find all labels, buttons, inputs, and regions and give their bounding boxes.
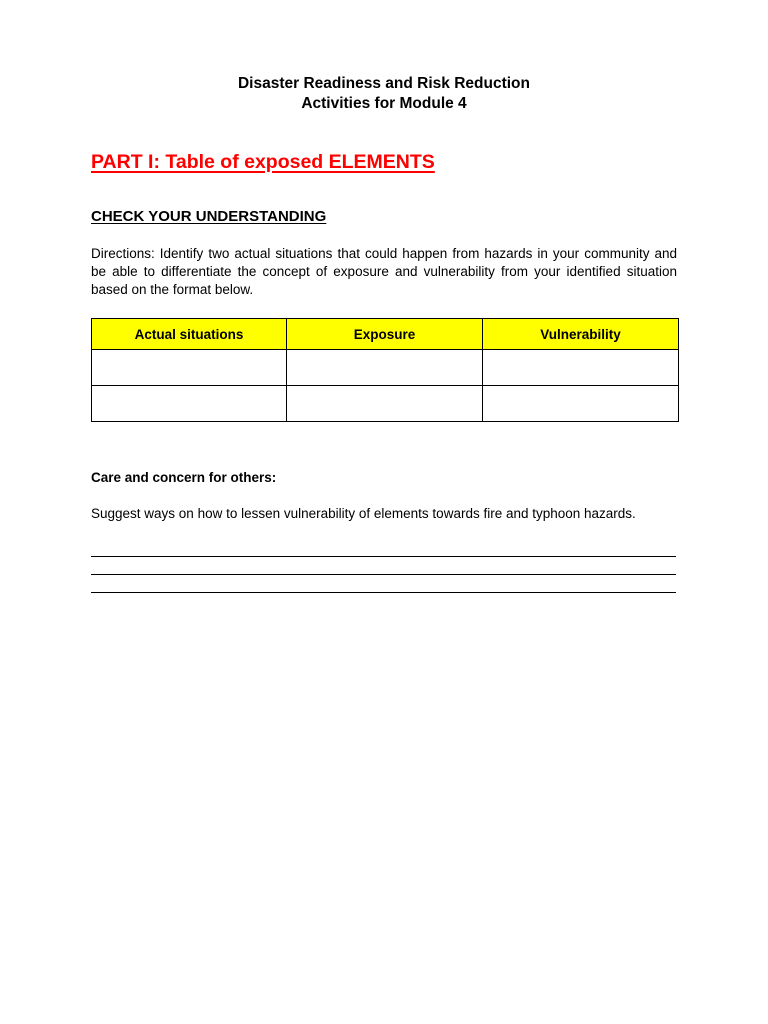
title-line-module: Activities for Module 4 [301, 95, 467, 112]
care-heading: Care and concern for others: [91, 470, 277, 485]
title-line-course: Disaster Readiness and Risk Reduction [237, 75, 530, 92]
table-cell [92, 350, 287, 386]
table-cell [287, 386, 483, 422]
table-cell [92, 386, 287, 422]
table-cell [483, 386, 679, 422]
answer-line [91, 592, 676, 593]
column-header-exposure: Exposure [287, 319, 483, 350]
table-row [92, 350, 679, 386]
situations-table [91, 318, 679, 422]
column-header-vulnerability: Vulnerability [483, 319, 679, 350]
section-heading: CHECK YOUR UNDERSTANDING [91, 208, 327, 225]
directions-paragraph: Directions: Identify two actual situations that could happen from hazards in your community and be able to differentiate the concept of exposure and vulnerability from your identified situation based on the format below. [91, 246, 677, 297]
suggest-prompt: Suggest ways on how to lessen vulnerability of elements towards fire and typhoon hazards. [91, 506, 636, 521]
answer-line [91, 574, 676, 575]
part-heading: PART I: Table of exposed ELEMENTS [91, 151, 435, 173]
answer-line [91, 556, 676, 557]
table-row [92, 386, 679, 422]
table-cell [483, 350, 679, 386]
column-header-actual-situations: Actual situations [92, 319, 287, 350]
table-cell [287, 350, 483, 386]
table-header-row [92, 319, 679, 350]
document-title [0, 74, 768, 114]
